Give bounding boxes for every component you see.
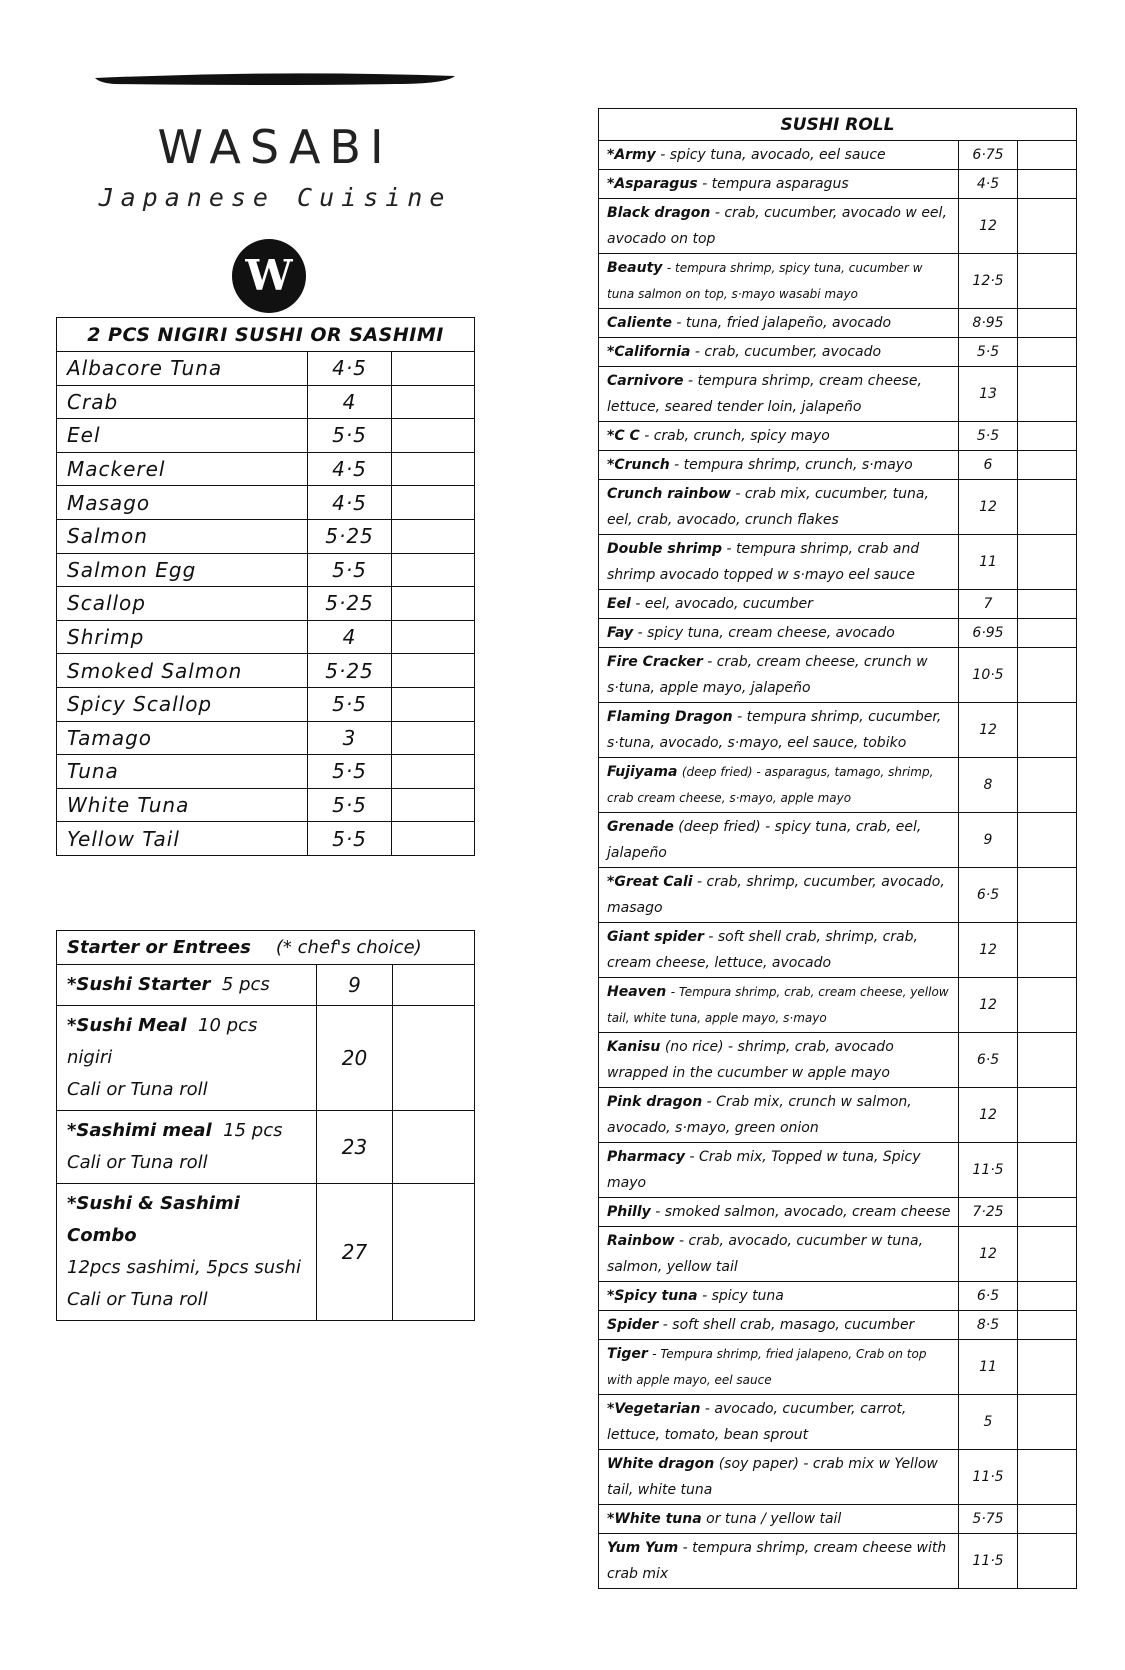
starter-item-desc: 15 pcs <box>223 1120 283 1141</box>
nigiri-item-blank <box>392 654 475 688</box>
roll-item-desc: - crab, avocado, cucumber w tuna, salmon, yellow tail <box>607 1233 924 1275</box>
roll-item-name: Fire Cracker <box>607 654 703 670</box>
roll-item-name: Spider <box>607 1317 659 1333</box>
roll-item-price: 10·5 <box>959 648 1018 703</box>
roll-item-desc: - crab, cucumber, avocado <box>694 344 882 360</box>
nigiri-item-name: Eel <box>57 419 308 453</box>
roll-item-blank <box>1018 1395 1077 1450</box>
roll-item-desc: - crab, crunch, spicy mayo <box>644 428 830 444</box>
starter-item-desc: 12pcs sashimi, 5pcs sushi <box>67 1257 301 1278</box>
roll-item <box>599 1505 959 1534</box>
roll-item-price: 5·5 <box>959 338 1018 367</box>
nigiri-row <box>57 553 475 587</box>
roll-item-name: Black dragon <box>607 205 711 221</box>
roll-item-desc: - Crab mix, crunch w salmon, avocado, s·mayo, green onion <box>607 1094 912 1136</box>
roll-item <box>599 758 959 813</box>
roll-item-desc: - tempura asparagus <box>702 176 849 192</box>
roll-item <box>599 367 959 422</box>
roll-item-price: 12 <box>959 703 1018 758</box>
roll-item-name: *Army <box>607 147 656 163</box>
roll-item-name: *California <box>607 344 691 360</box>
roll-item <box>599 619 959 648</box>
nigiri-row <box>57 452 475 486</box>
roll-item-desc: - tempura shrimp, cucumber, s·tuna, avocado, s·mayo, eel sauce, tobiko <box>607 709 942 751</box>
roll-item <box>599 338 959 367</box>
nigiri-item-price: 5·25 <box>308 519 392 553</box>
roll-item-desc: - soft shell crab, shrimp, crab, cream cheese, lettuce, avocado <box>607 929 918 971</box>
starter-row <box>57 1111 475 1184</box>
roll-item-blank <box>1018 1088 1077 1143</box>
starter-header-row <box>57 931 475 965</box>
roll-row <box>599 1282 1077 1311</box>
nigiri-item-price: 5·5 <box>308 788 392 822</box>
roll-row <box>599 309 1077 338</box>
roll-item-price: 12 <box>959 978 1018 1033</box>
roll-item-desc: - tempura shrimp, cream cheese with crab mix <box>607 1540 947 1582</box>
roll-item <box>599 978 959 1033</box>
roll-item-name: *C C <box>607 428 640 444</box>
roll-item-name: Grenade <box>607 819 674 835</box>
nigiri-item-blank <box>392 452 475 486</box>
roll-item <box>599 480 959 535</box>
roll-item-name: Pharmacy <box>607 1149 686 1165</box>
roll-item-name: Kanisu <box>607 1039 661 1055</box>
nigiri-row <box>57 519 475 553</box>
nigiri-item-name: Salmon <box>57 519 308 553</box>
roll-item-name: Crunch rainbow <box>607 486 731 502</box>
starter-item <box>57 1111 317 1184</box>
roll-item-price: 7·25 <box>959 1198 1018 1227</box>
roll-item-desc: - soft shell crab, masago, cucumber <box>662 1317 915 1333</box>
roll-item <box>599 813 959 868</box>
roll-row <box>599 480 1077 535</box>
roll-item <box>599 648 959 703</box>
starter-row <box>57 1184 475 1321</box>
roll-item <box>599 451 959 480</box>
roll-item-blank <box>1018 367 1077 422</box>
roll-item <box>599 141 959 170</box>
roll-item-blank <box>1018 1340 1077 1395</box>
starter-item-price: 20 <box>317 1006 393 1111</box>
starter-item-desc: Cali or Tuna roll <box>67 1079 208 1100</box>
roll-item-blank <box>1018 648 1077 703</box>
roll-row <box>599 1311 1077 1340</box>
brush-stroke-decoration <box>95 72 455 88</box>
roll-item <box>599 1450 959 1505</box>
roll-item-name: Eel <box>607 596 631 612</box>
roll-item-name: *Asparagus <box>607 176 698 192</box>
roll-row <box>599 619 1077 648</box>
nigiri-item-name: Tamago <box>57 721 308 755</box>
nigiri-item-blank <box>392 587 475 621</box>
nigiri-item-price: 5·5 <box>308 553 392 587</box>
roll-item-blank <box>1018 1033 1077 1088</box>
roll-item-name: Fujiyama <box>607 764 678 780</box>
roll-item-price: 12 <box>959 480 1018 535</box>
roll-row <box>599 1088 1077 1143</box>
roll-item-blank <box>1018 813 1077 868</box>
roll-item <box>599 170 959 199</box>
roll-item-price: 12 <box>959 1088 1018 1143</box>
starter-item-blank <box>393 1006 475 1111</box>
roll-item-name: Beauty <box>607 260 663 276</box>
starter-item <box>57 965 317 1006</box>
nigiri-item-name: Scallop <box>57 587 308 621</box>
nigiri-item-name: Albacore Tuna <box>57 352 308 386</box>
roll-item-blank <box>1018 170 1077 199</box>
roll-item-blank <box>1018 868 1077 923</box>
starter-item-desc: 5 pcs <box>221 974 270 995</box>
nigiri-item-price: 5·5 <box>308 822 392 856</box>
nigiri-item-blank <box>392 519 475 553</box>
starter-header <box>57 931 475 965</box>
starter-item-blank <box>393 1111 475 1184</box>
nigiri-item-name: White Tuna <box>57 788 308 822</box>
roll-item-desc: - crab mix, cucumber, tuna, eel, crab, avocado, crunch flakes <box>607 486 929 528</box>
roll-item-name: Flaming Dragon <box>607 709 733 725</box>
sushi-roll-title: SUSHI ROLL <box>599 109 1077 141</box>
nigiri-item-blank <box>392 385 475 419</box>
roll-item <box>599 1088 959 1143</box>
nigiri-item-price: 3 <box>308 721 392 755</box>
nigiri-title: 2 PCS NIGIRI SUSHI OR SASHIMI <box>57 318 475 352</box>
nigiri-item-blank <box>392 352 475 386</box>
roll-row <box>599 535 1077 590</box>
nigiri-item-name: Crab <box>57 385 308 419</box>
roll-row <box>599 1505 1077 1534</box>
roll-item-desc: (deep fried) - spicy tuna, crab, eel, jalapeño <box>607 819 922 861</box>
roll-row <box>599 703 1077 758</box>
brand-subtitle: Japanese Cuisine <box>98 183 452 212</box>
roll-item-name: White dragon <box>607 1456 715 1472</box>
roll-item-price: 5 <box>959 1395 1018 1450</box>
sushi-roll-table <box>598 108 1077 1589</box>
nigiri-item-name: Smoked Salmon <box>57 654 308 688</box>
nigiri-item-name: Salmon Egg <box>57 553 308 587</box>
roll-item-price: 11 <box>959 1340 1018 1395</box>
nigiri-item-blank <box>392 721 475 755</box>
starter-item-desc: 10 pcs nigiri <box>67 1015 258 1068</box>
roll-item-price: 9 <box>959 813 1018 868</box>
starter-row <box>57 965 475 1006</box>
nigiri-row <box>57 419 475 453</box>
roll-item-name: Heaven <box>607 984 667 1000</box>
starter-item-name: *Sushi Meal <box>67 1015 187 1036</box>
roll-item-price: 8 <box>959 758 1018 813</box>
nigiri-table <box>56 317 475 856</box>
starter-item-price: 23 <box>317 1111 393 1184</box>
roll-row <box>599 338 1077 367</box>
nigiri-item-blank <box>392 620 475 654</box>
roll-item-name: Giant spider <box>607 929 704 945</box>
roll-item <box>599 1534 959 1589</box>
roll-item-desc: or tuna / yellow tail <box>706 1511 842 1527</box>
nigiri-header-row <box>57 318 475 352</box>
roll-item-price: 6·5 <box>959 868 1018 923</box>
roll-row <box>599 590 1077 619</box>
nigiri-row <box>57 385 475 419</box>
roll-item-price: 12 <box>959 923 1018 978</box>
roll-item-desc: - crab, cream cheese, crunch w s·tuna, apple mayo, jalapeño <box>607 654 928 696</box>
nigiri-row <box>57 721 475 755</box>
roll-row <box>599 451 1077 480</box>
roll-row <box>599 923 1077 978</box>
roll-item-desc: - spicy tuna <box>702 1288 784 1304</box>
roll-item <box>599 1227 959 1282</box>
roll-item-desc: - eel, avocado, cucumber <box>635 596 813 612</box>
roll-item <box>599 703 959 758</box>
roll-item-desc: - tuna, fried jalapeño, avocado <box>676 315 892 331</box>
roll-item <box>599 199 959 254</box>
roll-row <box>599 422 1077 451</box>
logo-letter: W <box>245 251 293 300</box>
nigiri-item-blank <box>392 419 475 453</box>
roll-item-desc: - spicy tuna, cream cheese, avocado <box>637 625 895 641</box>
nigiri-item-name: Mackerel <box>57 452 308 486</box>
roll-item-name: Rainbow <box>607 1233 675 1249</box>
nigiri-item-price: 5·5 <box>308 419 392 453</box>
roll-item-blank <box>1018 1311 1077 1340</box>
roll-item-blank <box>1018 1198 1077 1227</box>
roll-item-blank <box>1018 1282 1077 1311</box>
roll-item-price: 6·5 <box>959 1033 1018 1088</box>
roll-header-row <box>599 109 1077 141</box>
starter-item-name: *Sushi & Sashimi Combo <box>67 1193 240 1246</box>
roll-item-desc: - smoked salmon, avocado, cream cheese <box>655 1204 951 1220</box>
roll-item-price: 5·5 <box>959 422 1018 451</box>
roll-row <box>599 648 1077 703</box>
roll-item-desc: - Crab mix, Topped w tuna, Spicy mayo <box>607 1149 921 1191</box>
nigiri-row <box>57 755 475 789</box>
roll-item-desc: - tempura shrimp, spicy tuna, cucumber w tuna salmon on top, s·mayo wasabi mayo <box>607 261 923 301</box>
roll-item-name: Tiger <box>607 1346 648 1362</box>
nigiri-item-price: 4·5 <box>308 352 392 386</box>
roll-item-desc: - avocado, cucumber, carrot, lettuce, tomato, bean sprout <box>607 1401 907 1443</box>
roll-item-blank <box>1018 978 1077 1033</box>
nigiri-item-blank <box>392 553 475 587</box>
starter-item <box>57 1006 317 1111</box>
roll-item-name: Carnivore <box>607 373 684 389</box>
nigiri-body <box>57 352 475 856</box>
nigiri-row <box>57 788 475 822</box>
roll-row <box>599 367 1077 422</box>
roll-item-name: *Spicy tuna <box>607 1288 698 1304</box>
roll-item-price: 12·5 <box>959 254 1018 309</box>
roll-item <box>599 1311 959 1340</box>
roll-row <box>599 1198 1077 1227</box>
roll-item-name: *White tuna <box>607 1511 702 1527</box>
roll-row <box>599 758 1077 813</box>
roll-item-price: 6·5 <box>959 1282 1018 1311</box>
logo <box>232 239 306 313</box>
roll-item-desc: - Tempura shrimp, fried jalapeno, Crab on top with apple mayo, eel sauce <box>607 1347 927 1387</box>
nigiri-row <box>57 587 475 621</box>
roll-row <box>599 1534 1077 1589</box>
nigiri-item-price: 5·5 <box>308 687 392 721</box>
starter-title: Starter or Entrees <box>67 937 251 958</box>
nigiri-item-price: 5·25 <box>308 587 392 621</box>
nigiri-item-price: 5·5 <box>308 755 392 789</box>
roll-item-blank <box>1018 254 1077 309</box>
roll-item <box>599 1198 959 1227</box>
roll-item-blank <box>1018 480 1077 535</box>
nigiri-row <box>57 687 475 721</box>
roll-item-blank <box>1018 422 1077 451</box>
starter-table <box>56 930 475 1321</box>
roll-item <box>599 1340 959 1395</box>
nigiri-row <box>57 352 475 386</box>
roll-item-name: Pink dragon <box>607 1094 703 1110</box>
nigiri-item-name: Masago <box>57 486 308 520</box>
nigiri-row <box>57 654 475 688</box>
roll-row <box>599 978 1077 1033</box>
roll-item-price: 8·5 <box>959 1311 1018 1340</box>
roll-row <box>599 1227 1077 1282</box>
roll-item-desc: (deep fried) - asparagus, tamago, shrimp, crab cream cheese, s·mayo, apple mayo <box>607 765 934 805</box>
roll-row <box>599 170 1077 199</box>
nigiri-item-blank <box>392 687 475 721</box>
roll-item-blank <box>1018 1534 1077 1589</box>
roll-item-price: 4·5 <box>959 170 1018 199</box>
nigiri-item-name: Shrimp <box>57 620 308 654</box>
roll-item-desc: - tempura shrimp, crab and shrimp avocado topped w s·mayo eel sauce <box>607 541 920 583</box>
roll-row <box>599 1143 1077 1198</box>
roll-row <box>599 199 1077 254</box>
nigiri-row <box>57 620 475 654</box>
starter-item-desc: Cali or Tuna roll <box>67 1289 208 1310</box>
nigiri-item-blank <box>392 822 475 856</box>
nigiri-item-price: 4 <box>308 620 392 654</box>
roll-item-desc: - crab, cucumber, avocado w eel, avocado on top <box>607 205 947 247</box>
roll-item-price: 12 <box>959 1227 1018 1282</box>
starter-item <box>57 1184 317 1321</box>
roll-item-blank <box>1018 590 1077 619</box>
roll-item-desc: - tempura shrimp, cream cheese, lettuce, seared tender loin, jalapeño <box>607 373 922 415</box>
roll-row <box>599 868 1077 923</box>
starter-item-blank <box>393 1184 475 1321</box>
roll-item-name: Fay <box>607 625 634 641</box>
roll-item-blank <box>1018 535 1077 590</box>
roll-item <box>599 254 959 309</box>
starter-item-name: *Sashimi meal <box>67 1120 212 1141</box>
roll-item-name: Philly <box>607 1204 651 1220</box>
starter-item-price: 9 <box>317 965 393 1006</box>
starter-item-desc: Cali or Tuna roll <box>67 1152 208 1173</box>
roll-item-price: 6·75 <box>959 141 1018 170</box>
roll-item-desc: - spicy tuna, avocado, eel sauce <box>660 147 886 163</box>
roll-item-name: Yum Yum <box>607 1540 679 1556</box>
roll-item-blank <box>1018 923 1077 978</box>
nigiri-item-name: Yellow Tail <box>57 822 308 856</box>
roll-item-blank <box>1018 309 1077 338</box>
roll-row <box>599 254 1077 309</box>
roll-item-desc: (soy paper) - crab mix w Yellow tail, white tuna <box>607 1456 938 1498</box>
roll-item-blank <box>1018 1505 1077 1534</box>
roll-item <box>599 590 959 619</box>
nigiri-item-price: 4 <box>308 385 392 419</box>
starter-item-price: 27 <box>317 1184 393 1321</box>
nigiri-item-price: 4·5 <box>308 486 392 520</box>
roll-item-price: 5·75 <box>959 1505 1018 1534</box>
roll-item <box>599 1033 959 1088</box>
roll-item-blank <box>1018 1450 1077 1505</box>
roll-item-price: 7 <box>959 590 1018 619</box>
nigiri-item-price: 4·5 <box>308 452 392 486</box>
roll-row <box>599 1395 1077 1450</box>
roll-item-price: 8·95 <box>959 309 1018 338</box>
roll-item-price: 6 <box>959 451 1018 480</box>
roll-item-blank <box>1018 141 1077 170</box>
roll-item-name: *Crunch <box>607 457 670 473</box>
starter-body <box>57 965 475 1321</box>
roll-row <box>599 141 1077 170</box>
roll-row <box>599 813 1077 868</box>
roll-item-name: Caliente <box>607 315 672 331</box>
roll-item-price: 11·5 <box>959 1534 1018 1589</box>
roll-body <box>599 141 1077 1589</box>
roll-item-desc: (no rice) - shrimp, crab, avocado wrapped in the cucumber w apple mayo <box>607 1039 894 1081</box>
roll-item-price: 13 <box>959 367 1018 422</box>
starter-item-blank <box>393 965 475 1006</box>
roll-item-blank <box>1018 619 1077 648</box>
roll-item-blank <box>1018 758 1077 813</box>
roll-item-desc: - crab, shrimp, cucumber, avocado, masago <box>607 874 945 916</box>
roll-item-price: 11·5 <box>959 1450 1018 1505</box>
roll-item-price: 6·95 <box>959 619 1018 648</box>
roll-item <box>599 923 959 978</box>
nigiri-row <box>57 822 475 856</box>
roll-item-blank <box>1018 451 1077 480</box>
nigiri-row <box>57 486 475 520</box>
roll-item-price: 11·5 <box>959 1143 1018 1198</box>
nigiri-item-blank <box>392 486 475 520</box>
starter-row <box>57 1006 475 1111</box>
nigiri-item-name: Tuna <box>57 755 308 789</box>
roll-item-desc: - tempura shrimp, crunch, s·mayo <box>674 457 913 473</box>
roll-item-blank <box>1018 199 1077 254</box>
roll-item <box>599 868 959 923</box>
roll-item-blank <box>1018 703 1077 758</box>
roll-item-name: *Vegetarian <box>607 1401 701 1417</box>
roll-item <box>599 309 959 338</box>
roll-item <box>599 535 959 590</box>
roll-item-blank <box>1018 1227 1077 1282</box>
roll-row <box>599 1450 1077 1505</box>
roll-item <box>599 1395 959 1450</box>
roll-item <box>599 1143 959 1198</box>
roll-item-desc: - Tempura shrimp, crab, cream cheese, yellow tail, white tuna, apple mayo, s·mayo <box>607 985 949 1025</box>
roll-row <box>599 1033 1077 1088</box>
roll-item-name: Double shrimp <box>607 541 723 557</box>
roll-item-blank <box>1018 1143 1077 1198</box>
nigiri-item-name: Spicy Scallop <box>57 687 308 721</box>
starter-note: (* chef's choice) <box>275 937 422 958</box>
nigiri-item-price: 5·25 <box>308 654 392 688</box>
starter-item-name: *Sushi Starter <box>67 974 211 995</box>
roll-item-price: 11 <box>959 535 1018 590</box>
roll-row <box>599 1340 1077 1395</box>
roll-item-price: 12 <box>959 199 1018 254</box>
roll-item-blank <box>1018 338 1077 367</box>
roll-item <box>599 1282 959 1311</box>
brand-name: WASABI <box>157 120 393 174</box>
roll-item-name: *Great Cali <box>607 874 693 890</box>
nigiri-item-blank <box>392 755 475 789</box>
roll-item <box>599 422 959 451</box>
nigiri-item-blank <box>392 788 475 822</box>
